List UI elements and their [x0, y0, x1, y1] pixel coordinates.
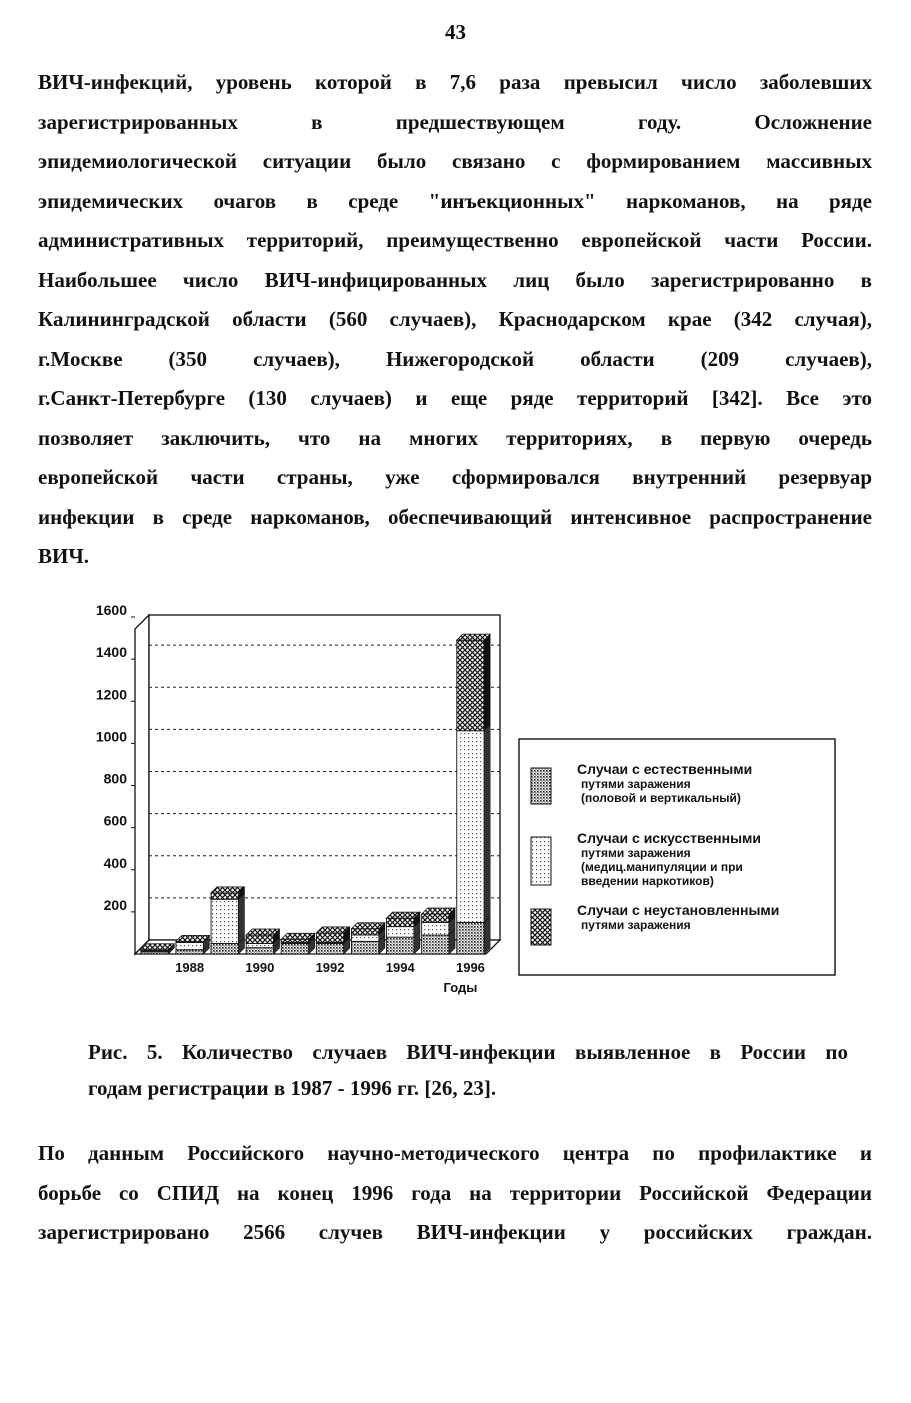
bar-segment: [246, 929, 279, 943]
bar-top: [422, 908, 455, 914]
bar-side: [238, 893, 244, 943]
bar-top: [281, 933, 314, 939]
legend-label: Случаи с неустановленными путями заражения: [577, 902, 780, 932]
y-tick-label: 600: [103, 812, 127, 829]
chart-svg: [60, 605, 850, 1005]
bar-front: [316, 933, 343, 942]
legend-swatch: [531, 768, 551, 804]
legend-label: Случаи с естественными путями заражения (половой и вертикальный): [577, 761, 753, 805]
back-wall: [149, 615, 500, 940]
bar-top: [211, 887, 244, 893]
text-line: зарегистрировано 2566 случев ВИЧ-инфекции у российских граждан.: [38, 1220, 872, 1244]
x-axis-title: Годы: [443, 980, 478, 995]
bar-segment: [387, 912, 420, 926]
bar-side: [484, 916, 490, 954]
text-line: Калининградской области (560 случаев), Краснодарском крае (342 случая),: [38, 307, 872, 331]
bar-front: [176, 950, 203, 954]
text-line: инфекции в среде наркоманов, обеспечивающий интенсивное распространение: [38, 504, 872, 529]
bar-segment: [281, 933, 314, 942]
paragraph-2: [38, 1134, 872, 1253]
bar-front: [351, 941, 378, 954]
bar-top: [387, 912, 420, 918]
y-tick-label: 1200: [95, 686, 127, 703]
bar-front: [457, 731, 484, 923]
bar-segment: [457, 725, 490, 923]
x-tick-label: 1988: [175, 960, 205, 975]
caption-line: годам регистрации в 1987 - 1996 гг. [26, 23].: [88, 1076, 497, 1100]
text-line: По данным Российского научно-методического центра по профилактике и: [38, 1141, 872, 1165]
bar-front: [351, 929, 378, 935]
bar-front: [422, 914, 449, 922]
y-tick-label: 1400: [95, 644, 127, 661]
text-line: ВИЧ.: [38, 544, 90, 568]
hiv-cases-chart: [60, 605, 850, 1005]
bar-top: [351, 923, 384, 929]
legend-swatch: [531, 837, 551, 885]
bar-front: [246, 935, 273, 943]
x-tick-label: 1996: [455, 960, 485, 975]
bar-front: [387, 918, 414, 926]
bar-front: [281, 943, 308, 954]
bar-front: [387, 927, 414, 938]
bar-segment: [211, 887, 244, 899]
bar-side: [484, 634, 490, 731]
text-line: ВИЧ-инфекций, уровень которой в 7,6 раза превысил число заболевших: [38, 70, 872, 94]
bar-front: [281, 939, 308, 942]
y-tick-label: 400: [103, 854, 127, 871]
bar-front: [457, 922, 484, 954]
text-line: эпидемиологической ситуации было связано с формированием массивных: [38, 149, 872, 173]
bar-front: [422, 935, 449, 954]
bar-segment: [457, 634, 490, 731]
left-wall: [135, 615, 149, 954]
bar-segment: [351, 923, 384, 935]
bar-top: [457, 634, 490, 640]
y-tick-label: 1000: [95, 728, 127, 745]
bar-front: [351, 935, 378, 941]
y-tick-label: 1600: [95, 605, 127, 618]
bar-front: [387, 937, 414, 954]
bar-segment: [176, 935, 209, 942]
bar-segment: [211, 893, 244, 943]
x-tick-label: 1990: [245, 960, 275, 975]
text-line: зарегистрированных в предшествующем году. Осложнение: [38, 109, 872, 134]
text-line: борьбе со СПИД на конец 1996 года на территории Российской Федерации: [38, 1180, 872, 1205]
text-line: г.Москве (350 случаев), Нижегородской области (209 случаев),: [38, 346, 872, 371]
bar-segment: [422, 908, 455, 922]
bar-top: [141, 944, 174, 950]
legend-swatch: [531, 909, 551, 945]
text-line: европейской части страны, уже сформировался внутренний резервуар: [38, 465, 872, 489]
bar-segment: [316, 927, 349, 942]
bar-front: [246, 943, 273, 947]
bar-top: [316, 927, 349, 933]
bar-front: [211, 893, 238, 899]
bar-front: [211, 899, 238, 943]
text-line: эпидемических очагов в среде "инъекционных" наркоманов, на ряде: [38, 188, 872, 213]
legend: [519, 739, 835, 975]
legend-label: Случаи с искусственными путями заражения (медиц.манипуляции и при введении наркотиков): [577, 830, 761, 888]
page-number: 43: [445, 20, 466, 44]
bar-side: [484, 725, 490, 923]
bar-top: [176, 935, 209, 941]
text-line: г.Санкт-Петербурге (130 случаев) и еще ряде территорий [342]. Все это: [38, 386, 872, 410]
bar-front: [422, 922, 449, 935]
paragraph-1: [38, 63, 872, 577]
text-line: позволяет заключить, что на многих территориях, в первую очередь: [38, 425, 872, 450]
y-tick-label: 200: [103, 896, 127, 913]
y-tick-label: 800: [103, 770, 127, 787]
caption-line: Рис. 5. Количество случаев ВИЧ-инфекции выявленное в России по: [88, 1040, 848, 1064]
bar-front: [246, 948, 273, 954]
x-tick-label: 1992: [315, 960, 345, 975]
bar-front: [457, 640, 484, 731]
text-line: административных территорий, преимущественно европейской части России.: [38, 228, 872, 252]
x-tick-label: 1994: [385, 960, 415, 975]
figure-caption: [88, 1034, 848, 1106]
bar-segment: [141, 944, 174, 951]
bar-front: [176, 942, 203, 949]
bar-front: [211, 943, 238, 954]
text-line: Наибольшее число ВИЧ-инфицированных лиц было зарегистрированно в: [38, 267, 872, 292]
bar-front: [316, 943, 343, 954]
plot-area: [96, 605, 500, 995]
bar-top: [246, 929, 279, 935]
